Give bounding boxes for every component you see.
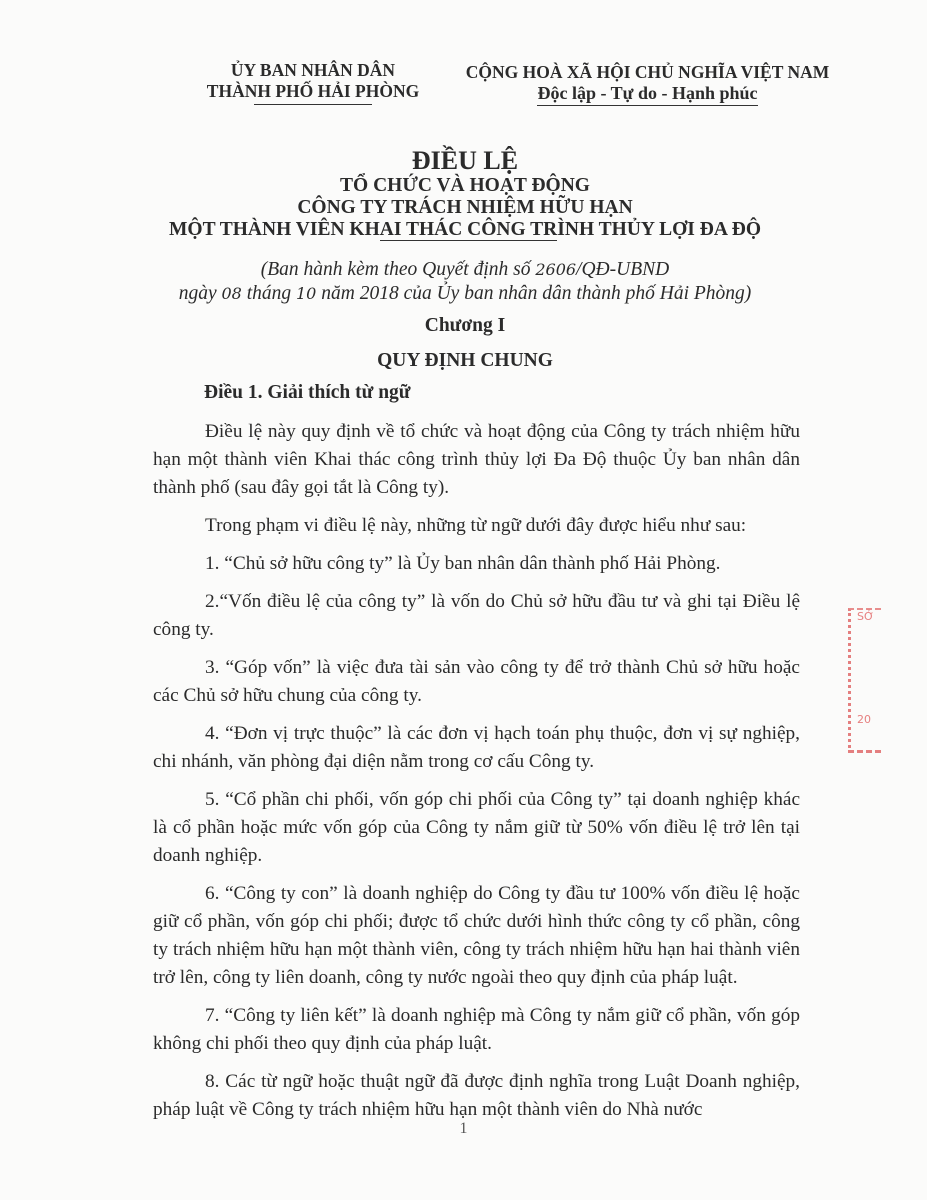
issuance-text: /QĐ-UBND: [576, 259, 670, 280]
red-seal-stamp: [848, 608, 881, 753]
title-line-4: [120, 219, 810, 241]
motto-line: Độc lập - Tự do - Hạnh phúc: [537, 83, 757, 106]
title-line-2: TỔ CHỨC VÀ HOẠT ĐỘNG: [340, 175, 590, 196]
title-line-4-a: MỘT THÀNH VIÊN KH: [169, 219, 380, 240]
stamp-spacer: [857, 623, 881, 713]
title-line-4-underlined: AI THÁC CÔNG TR: [379, 219, 558, 240]
issuing-authority: [193, 60, 433, 105]
page-number: 1: [459, 1120, 468, 1137]
title-main: ĐIỀU LỆ: [411, 146, 519, 175]
authority-underline: [254, 104, 372, 105]
paragraph: Trong phạm vi điều lệ này, những từ ngữ dưới đây được hiểu như sau:: [205, 515, 747, 536]
chapter-heading: Chương I: [424, 315, 506, 336]
decision-number: 2606: [535, 260, 577, 279]
issuance-line-1: [120, 258, 810, 282]
issuance-text: năm 2018 của Ủy ban nhân dân thành phố Hải Phòng): [316, 283, 752, 304]
definition-item: 6. “Công ty con” là doanh nghiệp do Công ty đầu tư 100% vốn điều lệ hoặc giữ cổ phần, vốn góp chi phối; được tổ chức dưới hình thức công ty cổ phần, công ty trách nhiệm hữu hạn một thành viên, công ty trách nhiệm hữu hạn hai thành viên trở lên, công ty liên doanh, công ty nước ngoài theo quy định của pháp luật.: [153, 883, 800, 988]
stamp-text-top: SỞ: [857, 610, 875, 623]
definition-item: 8. Các từ ngữ hoặc thuật ngữ đã được định nghĩa trong Luật Doanh nghiệp, pháp luật về Công ty trách nhiệm hữu hạn một thành viên do Nhà nước: [153, 1071, 800, 1120]
paragraph: Điều lệ này quy định về tổ chức và hoạt động của Công ty trách nhiệm hữu hạn một thành viên Khai thác công trình thủy lợi Đa Độ thuộc Ủy ban nhân dân thành phố (sau đây gọi tắt là Công ty).: [153, 421, 800, 498]
definition-item: 5. “Cổ phần chi phối, vốn góp chi phối của Công ty” tại doanh nghiệp khác là cổ phần hoặc mức vốn góp của Công ty nắm giữ từ 50% vốn điều lệ trở lên tại doanh nghiệp.: [153, 789, 800, 866]
definition-item: 1. “Chủ sở hữu công ty” là Ủy ban nhân dân thành phố Hải Phòng.: [205, 553, 721, 574]
title-line-3: CÔNG TY TRÁCH NHIỆM HỮU HẠN: [297, 197, 633, 218]
definition-item: 4. “Đơn vị trực thuộc” là các đơn vị hạch toán phụ thuộc, đơn vị sự nghiệp, chi nhánh, văn phòng đại diện nằm trong cơ cấu Công ty.: [153, 723, 800, 772]
national-motto: [440, 62, 855, 106]
issue-day: 08: [221, 284, 242, 303]
country-name: CỘNG HOÀ XÃ HỘI CHỦ NGHĨA VIỆT NAM: [465, 62, 830, 82]
issue-month: 10: [296, 284, 317, 303]
issuance-note: [120, 258, 810, 306]
stamp-text-bottom: 20: [857, 713, 871, 726]
article-heading: Điều 1. Giải thích từ ngữ: [204, 382, 411, 403]
document-title: [120, 146, 810, 241]
title-line-4-c: ÌNH THỦY LỢI ĐA ĐỘ: [557, 219, 761, 240]
section-heading: QUY ĐỊNH CHUNG: [377, 350, 553, 371]
issuance-text: (Ban hành kèm theo Quyết định số: [260, 259, 536, 280]
definition-item: 2.“Vốn điều lệ của công ty” là vốn do Chủ sở hữu đầu tư và ghi tại Điều lệ công ty.: [153, 591, 800, 640]
article-body: [153, 418, 800, 1134]
authority-line-1: ỦY BAN NHÂN DÂN: [230, 60, 396, 80]
definition-item: 7. “Công ty liên kết” là doanh nghiệp mà Công ty nắm giữ cổ phần, vốn góp không chi phối theo quy định của pháp luật.: [153, 1005, 800, 1054]
issuance-text: ngày: [178, 283, 222, 304]
authority-line-2: THÀNH PHỐ HẢI PHÒNG: [206, 81, 420, 101]
issuance-line-2: [120, 282, 810, 306]
definition-item: 3. “Góp vốn” là việc đưa tài sản vào công ty để trở thành Chủ sở hữu hoặc các Chủ sở hữu chung của công ty.: [153, 657, 800, 706]
issuance-text: tháng: [241, 283, 296, 304]
